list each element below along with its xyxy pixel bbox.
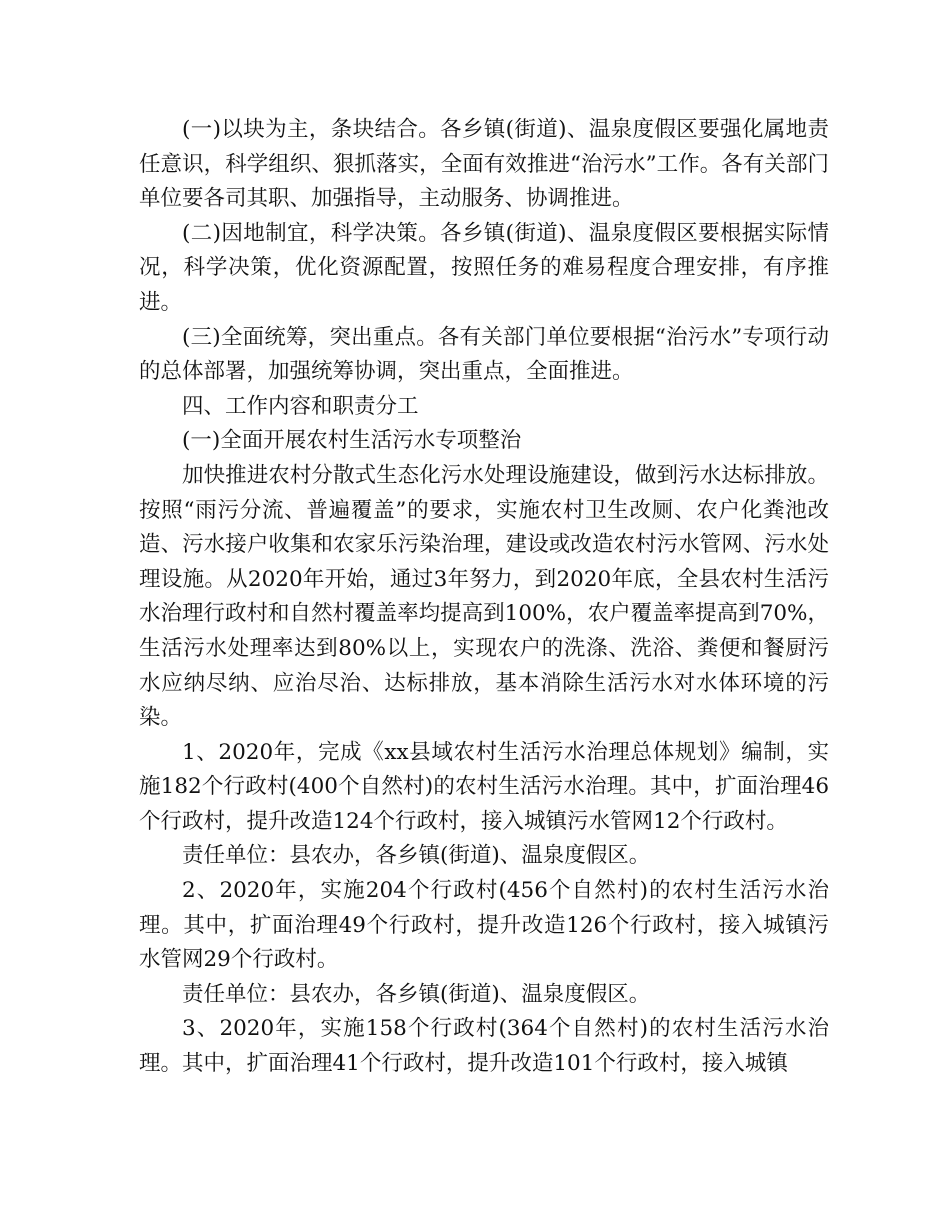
paragraph-responsibility-2: 责任单位：县农办，各乡镇(街道)、温泉度假区。	[182, 981, 651, 1007]
paragraph-responsibility-1: 责任单位：县农办，各乡镇(街道)、温泉度假区。	[182, 843, 651, 869]
paragraph-principle-2: (二)因地制宜，科学决策。各乡镇(街道)、温泉度假区要根据实际情况，科学决策，优化资源配置，按照任务的难易程度合理安排，有序推进。	[139, 220, 829, 315]
paragraph-principle-1: (一)以块为主，条块结合。各乡镇(街道)、温泉度假区要强化属地责任意识，科学组织、狠抓落实，全面有效推进“治污水”工作。各有关部门单位要各司其职、加强指导，主动服务、协调推进。	[139, 117, 829, 212]
paragraph-principle-3: (三)全面统筹，突出重点。各有关部门单位要根据“治污水”专项行动的总体部署，加强统筹协调，突出重点，全面推进。	[139, 324, 829, 385]
paragraph-overview: 加快推进农村分散式生态化污水处理设施建设，做到污水达标排放。按照“雨污分流、普遍覆盖”的要求，实施农村卫生改厕、农户化粪池改造、污水接户收集和农家乐污染治理，建设或改造农村污水管网、污水处理设施。从2020年开始，通过3年努力，到2020年底，全县农村生活污水治理行政村和自然村覆盖率均提高到100%，农户覆盖率提高到70%，生活污水处理率达到80%以上，实现农户的洗涤、洗浴、粪便和餐厨污水应纳尽纳、应治尽治、达标排放，基本消除生活污水对水体环境的污染。	[139, 462, 829, 731]
subsection-heading: (一)全面开展农村生活污水专项整治	[182, 428, 522, 454]
section-heading: 四、工作内容和职责分工	[182, 393, 419, 419]
paragraph-task-1: 1、2020年，完成《xx县域农村生活污水治理总体规划》编制，实施182个行政村(400个自然村)的农村生活污水治理。其中，扩面治理46个行政村，提升改造124个行政村，接入城镇污水管网12个行政村。	[139, 739, 829, 834]
paragraph-task-3: 3、2020年，实施158个行政村(364个自然村)的农村生活污水治理。其中，扩面治理41个行政村，提升改造101个行政村，接入城镇	[139, 1016, 829, 1077]
document-page	[139, 113, 829, 1082]
paragraph-task-2: 2、2020年，实施204个行政村(456个自然村)的农村生活污水治理。其中，扩面治理49个行政村，提升改造126个行政村，接入城镇污水管网29个行政村。	[139, 878, 829, 973]
